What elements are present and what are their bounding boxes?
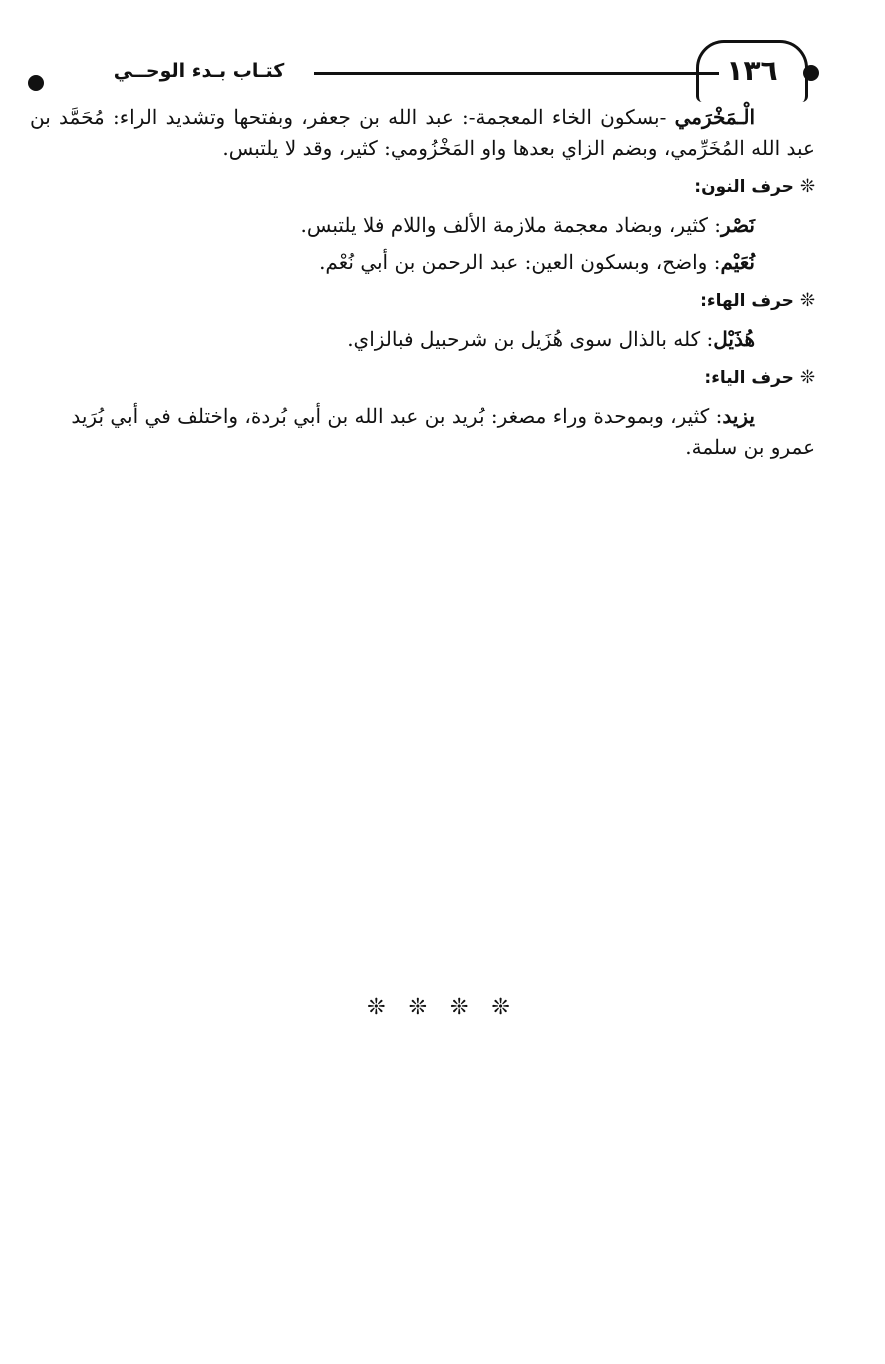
asterisk-flower-icon: ❊ xyxy=(799,367,815,388)
page-body xyxy=(30,100,815,463)
bullet-dot-icon xyxy=(28,75,44,91)
intro-line1: -بسكون الخاء المعجمة-: عبد الله بن جعفر، وبفتحها وتشديد الراء: xyxy=(112,105,675,129)
asterisk-flower-icon: ❊ xyxy=(799,290,815,311)
entry-nuaym xyxy=(30,247,815,278)
entry-text: : كله بالذال سوى هُزَيل بن شرحبيل فبالزاي. xyxy=(347,327,714,351)
section-heading-nun: ❊حرف النون: xyxy=(30,174,815,200)
entry-yazid xyxy=(30,401,815,463)
entry-term: نُعَيْم xyxy=(720,250,755,274)
header-rule xyxy=(314,72,719,75)
running-title: كتـاب بـدء الوحــي xyxy=(113,60,285,82)
page-number: ١٣٦ xyxy=(696,40,808,102)
entry-text: : كثير، وبموحدة وراء مصغر: بُريد بن عبد الله بن أبي بُردة، واختلف في أبي بُرَيد عمرو بن سلمة. xyxy=(71,404,815,459)
entry-text: : كثير، وبضاد معجمة ملازمة الألف واللام فلا يلتبس. xyxy=(300,213,722,237)
asterisk-flower-icon: ❊ xyxy=(799,176,815,197)
entry-term: يزيد xyxy=(722,404,755,428)
section-heading-ya: ❊حرف الياء: xyxy=(30,365,815,391)
entry-hudhayl xyxy=(30,324,815,355)
entry-nasr xyxy=(30,210,815,241)
intro-term: الْـمَخْرَمي xyxy=(674,105,755,129)
entry-text: : واضح، وبسكون العين: عبد الرحمن بن أبي نُعْم. xyxy=(319,250,721,274)
intro-line2: مُحَمَّد بن عبد الله المُخَرِّمي، وبضم الزاي بعدها واو المَخْزُومي: كثير، وقد لا يلتبس. xyxy=(30,105,815,160)
page-header xyxy=(24,40,819,104)
section-heading-ha: ❊حرف الهاء: xyxy=(30,288,815,314)
entry-term: نَصْر xyxy=(721,213,755,237)
entry-term: هُذَيْل xyxy=(713,327,755,351)
intro-paragraph xyxy=(30,102,815,164)
section-end-divider: ❊ ❊ ❊ ❊ xyxy=(367,995,518,1020)
